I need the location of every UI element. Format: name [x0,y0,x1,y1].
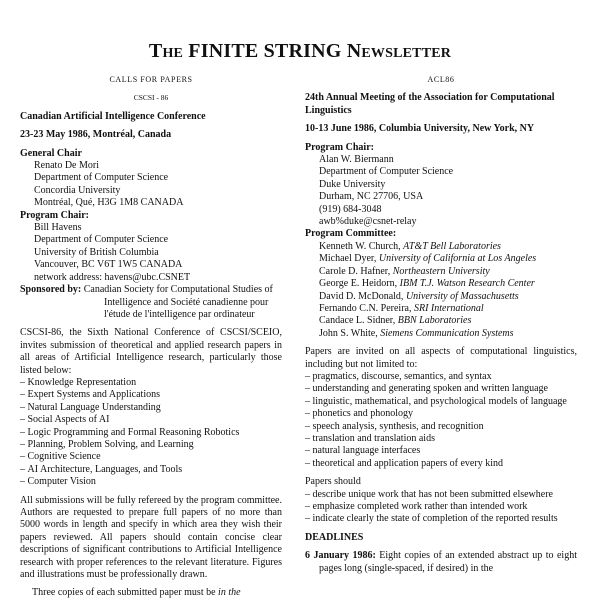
address-line: Department of Computer Science [34,172,169,184]
masthead-initial-n: N [346,40,362,62]
member-name: Kenneth W. Church, [319,240,404,252]
list-item: – Expert Systems and Applications [20,389,282,401]
address-line: Department of Computer Science [319,166,454,178]
member-affiliation: Northeastern University [392,265,490,277]
list-item: – indicate clearly the state of completion of the reported results [305,513,577,525]
meeting-dates: 10-13 June 1986, Columbia University, New York, NY [305,123,535,135]
meeting-title: 24th Annual Meeting of the Association for Computational Linguistics [305,92,555,116]
address-line: network address: havens@ubc.CSNET [34,271,191,283]
member-affiliation: AT&T Bell Laboratories [403,240,501,252]
copies-italic: in the [218,587,241,599]
program-chair-label: Program Chair: [305,141,374,153]
member-name: John S. White, [319,327,381,339]
member-name: Carole D. Hafner, [319,265,393,277]
program-chair-label: Program Chair: [20,209,89,221]
deadline-text: Eight copies of an extended abstract up to eight pages long (single-spaced, if desired) in the [319,550,577,574]
right-column [305,74,577,575]
masthead-title: FINITE STRING [188,40,342,62]
sponsored-text: Canadian Society for Computational Studies of Intelligence and Société canadienne pour l'étude de l'intelligence par ordinateur [83,284,273,320]
committee-member [319,315,577,327]
member-affiliation: BBN Laboratories [397,315,472,327]
address-line: Vancouver, BC V6T 1W5 CANADA [34,259,183,271]
member-affiliation: SRI International [413,302,484,314]
calls-for-papers-heading: CALLS FOR PAPERS [109,75,193,84]
address-line: Bill Havens [34,222,82,234]
left-column [20,74,282,600]
acl-program-chair-address [305,154,577,228]
committee-member [319,328,577,340]
sponsored-by [20,284,282,321]
program-committee-label: Program Committee: [305,228,397,240]
committee-member [319,253,577,265]
committee-member [319,278,577,290]
program-chair-address [20,222,282,284]
address-line: (919) 684-3048 [319,203,382,215]
committee-member [319,241,577,253]
papers-should-label: Papers should [305,476,361,488]
member-affiliation: University of California at Los Angeles [378,253,537,265]
address-line: Renato De Mori [34,160,99,172]
member-name: David D. McDonald, [319,290,406,302]
invite-paragraph: Papers are invited on all aspects of computational linguistics, including but not limited to: [305,346,577,370]
papers-should-list [305,489,577,526]
masthead-newsletter-rest: EWSLETTER [361,46,452,61]
list-item: – Knowledge Representation [20,377,282,389]
list-item: – Logic Programming and Formal Reasoning Robotics [20,427,282,439]
list-item: – linguistic, mathematical, and psychological models of language [305,396,577,408]
list-item: – speech analysis, synthesis, and recognition [305,421,577,433]
deadline-date: 6 January 1986: [305,550,376,562]
deadlines-heading: DEADLINES [305,531,364,543]
acl-topic-list [305,371,577,470]
masthead-the-rest: HE [162,46,184,61]
address-line: Department of Computer Science [34,234,169,246]
submission-paragraph: All submissions will be fully refereed by the program committee. Authors are requested to prepare full papers of no more than 5000 words in length and specify in which area they wish their papers reviewed. All papers should contain concise clear descriptions of significant contributions to Artificial Intelligence research with proper references to the relevant literature. Figures and illustrations must be professionally drawn. [20,494,282,581]
copies-text: Three copies of each submitted paper must be [32,587,219,599]
conference-name: Canadian Artificial Intelligence Conference [20,110,206,122]
member-affiliation: University of Massachusetts [405,290,519,302]
general-chair-label: General Chair [20,147,82,159]
address-line: Alan W. Biermann [319,154,394,166]
acl86-heading: ACL86 [427,75,455,84]
committee-member [319,303,577,315]
intro-paragraph: CSCSI-86, the Sixth National Conference of CSCSI/SCEIO, invites submission of theoretical and applied research papers in all areas of Artificial Intelligence research, particularly those listed below: [20,327,282,376]
address-line: Duke University [319,178,386,190]
cscsi-topic-list [20,377,282,489]
address-line: awb%duke@csnet-relay [319,216,417,228]
list-item: – describe unique work that has not been submitted elsewhere [305,489,577,501]
committee-member [319,291,577,303]
address-line: University of British Columbia [34,246,159,258]
member-name: Candace L. Sidner, [319,315,398,327]
sponsored-label: Sponsored by: [20,284,82,296]
list-item: – Cognitive Science [20,451,282,463]
address-line: Durham, NC 27706, USA [319,191,424,203]
list-item: – natural language interfaces [305,445,577,457]
list-item: – emphasize completed work rather than intended work [305,501,577,513]
copies-paragraph [20,587,282,599]
member-name: George E. Heidorn, [319,278,400,290]
program-committee-list [305,241,577,340]
member-affiliation: IBM T.J. Watson Research Center [399,278,535,290]
list-item: – phonetics and phonology [305,408,577,420]
list-item: – theoretical and application papers of every kind [305,458,577,470]
member-name: Michael Dyer, [319,253,379,265]
list-item: – pragmatics, discourse, semantics, and syntax [305,371,577,383]
conference-dates: 23-23 May 1986, Montréal, Canada [20,129,172,141]
deadline-entry [305,550,577,575]
list-item: – Computer Vision [20,476,282,488]
cscsi-subheading: CSCSI - 86 [133,93,169,103]
list-item: – Natural Language Understanding [20,402,282,414]
committee-member [319,266,577,278]
list-item: – Social Aspects of AI [20,414,282,426]
list-item: – AI Architecture, Languages, and Tools [20,464,282,476]
list-item: – understanding and generating spoken and written language [305,383,577,395]
general-chair-address [20,160,282,210]
list-item: – Planning, Problem Solving, and Learning [20,439,282,451]
member-affiliation: Siemens Communication Systems [380,327,514,339]
address-line: Montréal, Qué, H3G 1M8 CANADA [34,197,184,209]
masthead-initial-t: T [148,40,163,62]
member-name: Fernando C.N. Pereira, [319,302,414,314]
address-line: Concordia University [34,184,121,196]
list-item: – translation and translation aids [305,433,577,445]
newsletter-masthead [0,40,600,63]
